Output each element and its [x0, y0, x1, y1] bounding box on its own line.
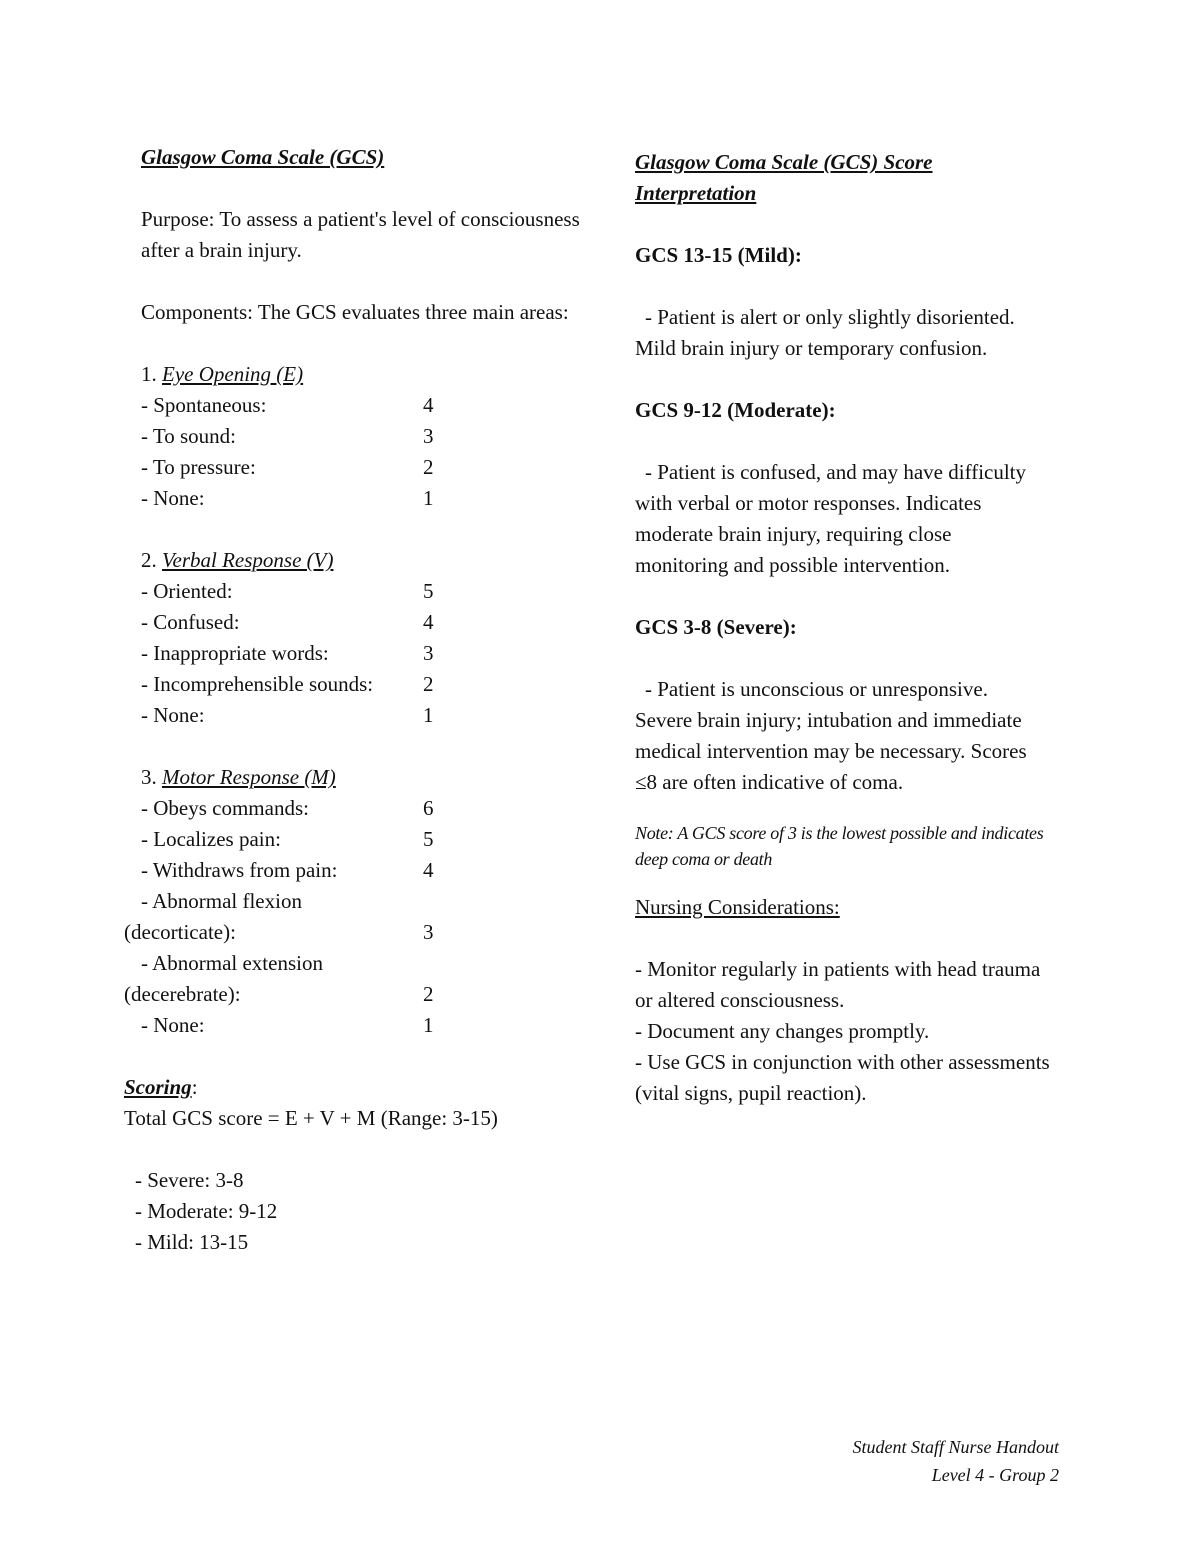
components-text: Components: The GCS evaluates three main areas:	[141, 300, 569, 324]
motor-item	[141, 1010, 591, 1041]
severe-text: - Patient is unconscious or unresponsive. Severe brain injury; intubation and immediate medical intervention may be necessary. Scores ≤8 are often indicative of coma.	[635, 677, 1027, 794]
motor-none-score: 1	[423, 1013, 434, 1037]
motor-response-heading	[141, 762, 591, 793]
footer-line1: Student Staff Nurse Handout	[852, 1437, 1059, 1457]
verbal-item-score: 3	[423, 641, 434, 665]
verbal-item-score: 4	[423, 610, 434, 634]
motor-item-score: 4	[423, 858, 434, 882]
eye-item-label: - To sound:	[141, 424, 236, 448]
motor-response-label: Motor Response (M)	[162, 765, 336, 789]
scoring-formula: Total GCS score = E + V + M (Range: 3-15)	[124, 1106, 498, 1130]
right-column	[635, 147, 1050, 1109]
eye-item-label: - To pressure:	[141, 455, 256, 479]
severe-heading: GCS 3-8 (Severe):	[635, 615, 797, 639]
motor-none-label: - None:	[141, 1013, 205, 1037]
eye-item-label: - Spontaneous:	[141, 393, 267, 417]
moderate-text: - Patient is confused, and may have difficulty with verbal or motor responses. Indicates moderate brain injury, requiring close monitoring and possible intervention.	[635, 460, 1027, 577]
eye-item-label: - None:	[141, 486, 205, 510]
purpose-text: Purpose: To assess a patient's level of consciousness after a brain injury.	[141, 207, 580, 262]
verbal-item-label: - None:	[141, 703, 205, 727]
motor-item	[141, 824, 591, 855]
scoring-colon: :	[191, 1075, 198, 1099]
interpretation-title: Glasgow Coma Scale (GCS) Score Interpretation	[635, 150, 933, 205]
gcs-title: Glasgow Coma Scale (GCS)	[141, 145, 385, 169]
mild-text: - Patient is alert or only slightly disoriented. Mild brain injury or temporary confusion.	[635, 305, 1015, 360]
scoring-label: Scoring	[124, 1075, 192, 1099]
eye-item	[141, 421, 591, 452]
motor-item-label: - Obeys commands:	[141, 796, 309, 820]
eye-item	[141, 452, 591, 483]
motor-item	[141, 948, 591, 979]
motor-item-score: 6	[423, 796, 434, 820]
verbal-item	[141, 669, 591, 700]
eye-num: 1.	[141, 362, 162, 386]
verbal-response-label: Verbal Response (V)	[162, 548, 334, 572]
moderate-heading: GCS 9-12 (Moderate):	[635, 398, 836, 422]
verbal-item	[141, 638, 591, 669]
motor-extension-score: 2	[423, 982, 434, 1006]
eye-opening-label: Eye Opening (E)	[162, 362, 304, 386]
verbal-item-label: - Oriented:	[141, 579, 233, 603]
nursing-heading: Nursing Considerations:	[635, 895, 840, 919]
motor-item-label: - Localizes pain:	[141, 827, 281, 851]
verbal-item-label: - Incomprehensible sounds:	[141, 672, 374, 696]
mild-heading: GCS 13-15 (Mild):	[635, 243, 802, 267]
motor-item-score: 5	[423, 827, 434, 851]
motor-flexion-score: 3	[423, 920, 434, 944]
eye-item-score: 3	[423, 424, 434, 448]
motor-extension-label: - Abnormal extension	[141, 951, 323, 975]
motor-extension-sub: (decerebrate):	[124, 982, 241, 1006]
range-item: - Moderate: 9-12	[135, 1199, 278, 1223]
motor-item-label: - Withdraws from pain:	[141, 858, 338, 882]
eye-item	[141, 390, 591, 421]
verbal-item-score: 1	[423, 703, 434, 727]
nursing-item: - Use GCS in conjunction with other assessments (vital signs, pupil reaction).	[635, 1050, 1050, 1105]
eye-item-score: 1	[423, 486, 434, 510]
verbal-num: 2.	[141, 548, 162, 572]
motor-item	[141, 886, 591, 917]
range-item: - Severe: 3-8	[135, 1168, 244, 1192]
scoring-heading	[124, 1072, 591, 1103]
left-column	[124, 142, 591, 1258]
motor-item	[141, 855, 591, 886]
motor-flexion-sub: (decorticate):	[124, 920, 236, 944]
motor-item	[124, 917, 591, 948]
motor-num: 3.	[141, 765, 162, 789]
verbal-item-label: - Confused:	[141, 610, 240, 634]
eye-item-score: 4	[423, 393, 434, 417]
footer-line2: Level 4 - Group 2	[931, 1465, 1059, 1485]
verbal-item	[141, 576, 591, 607]
motor-flexion-label: - Abnormal flexion	[141, 889, 302, 913]
eye-item	[141, 483, 591, 514]
verbal-item-label: - Inappropriate words:	[141, 641, 329, 665]
verbal-item-score: 5	[423, 579, 434, 603]
verbal-response-heading	[141, 545, 591, 576]
nursing-item: - Document any changes promptly.	[635, 1019, 930, 1043]
eye-opening-heading	[141, 359, 591, 390]
eye-item-score: 2	[423, 455, 434, 479]
footer	[853, 1433, 1060, 1489]
range-item: - Mild: 13-15	[135, 1230, 249, 1254]
verbal-item-score: 2	[423, 672, 434, 696]
verbal-item	[141, 607, 591, 638]
nursing-item: - Monitor regularly in patients with head trauma or altered consciousness.	[635, 957, 1041, 1012]
verbal-item	[141, 700, 591, 731]
note-text: Note: A GCS score of 3 is the lowest possible and indicates deep coma or death	[635, 823, 1044, 869]
motor-item	[124, 979, 591, 1010]
motor-item	[141, 793, 591, 824]
